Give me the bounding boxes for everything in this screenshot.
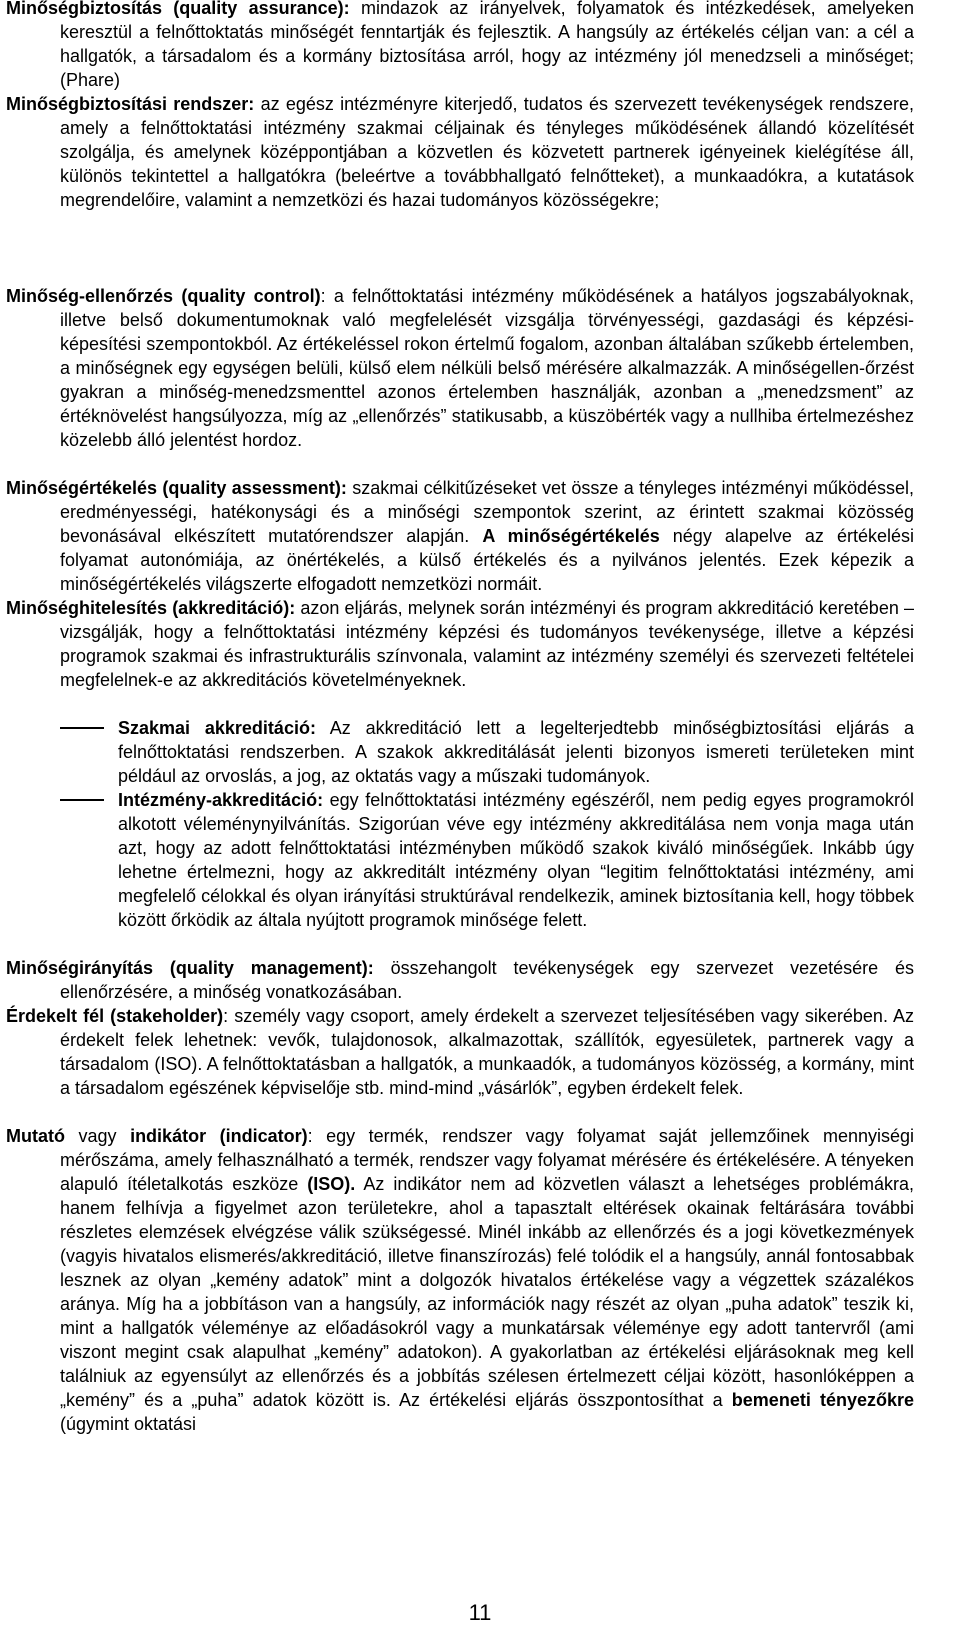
definition-text: az egész intézményre kiterjedő, tudatos és szervezett tevékenységek rendszere, amely a felnőttoktatási intézmény szakmai céljainak és tényleges működésének állandó közelítését szolgálja, és amelynek középpontjában a közvetlen és közvetett partnerek igényeinek kielégítése áll, különös tekintettel a hallgatókra (beleértve a továbbhallgató felnőtteket), a munkaadókra, a kutatások megrendelőire, valamint a nemzetközi és hazai tudományos közösségekre; [60,94,914,210]
term: bemeneti tényezőkre [731,1390,914,1410]
term: Minőség-ellenőrzés (quality control) [6,286,321,306]
definition-text: összehangolt tevékenységek egy szervezet vezetésére és ellenőrzésére, a minőség vonatkozásában. [60,958,914,1002]
definition-quality-assessment [6,476,914,596]
definition-text: négy alapelve az értékelési folyamat autonómiája, az önértékelés, a külső értékelés és a nyilvános jelentés. Ezek képezik a minőségértékelés világszerte elfogadott nemzetközi normáit. [60,526,914,594]
definition-text: : egy termék, rendszer vagy folyamat saját jellemzőinek mennyiségi mérőszáma, amely felhasználható a termék, rendszer vagy folyamat mérésére és értékelésére. A tényeken alapuló ítéletalkotás eszköze [60,1126,914,1194]
definition-text: mindazok az irányelvek, folyamatok és intézkedések, amelyeken keresztül a felnőttoktatás minőségét fenntartják és fejlesztik. A hangsúly az értékelés céljan van: a cél a hallgatók, a társadalom és a kormány biztosítása arról, hogy az intézmény jól menedzseli a minőséget; (Phare) [60,0,914,90]
definition-text: : a felnőttoktatási intézmény működésének a hatályos jogszabályoknak, illetve belső dokumentumoknak való megfelelését vizsgálja törvényességi, gazdasági és képzési-képesítési szempontokból. Az értékeléssel rokon értelmű fogalom, azonban általában szűkebb értelemben, a minőségnek egy egységen belüli, külső elem nélküli belső mérésére alkalmazzák. A minőségellen-őrzést gyakran a minőség-menedzsmenttel azonos értelemben használják, azonban a „menedzsment” az értéknövelést hangsúlyozza, míg az „ellenőrzés” statikusabb, a küszöbérték vagy a nullhiba értelmezéshez közelebb álló jelentést hordoz. [60,286,914,450]
term: Minőségbiztosítási rendszer: [6,94,255,114]
bullet-program-accreditation [60,716,914,788]
definition-text: (úgymint oktatási [60,1414,197,1434]
definition-text: vagy [64,1126,131,1146]
term: indikátor (indicator) [130,1126,308,1146]
term: Intézmény-akkreditáció: [118,790,324,810]
term: A minőségértékelés [482,526,660,546]
definition-quality-control [6,284,914,452]
definition-quality-system [6,92,914,212]
definition-indicator [6,1124,914,1436]
bullet-text: Az akkreditáció lett a legelterjedtebb minőségbiztosítási eljárás a felnőttoktatási rendszerben. A szakok akkreditálását jelenti bizonyos ismereti területeken mint például az orvoslás, a jog, az oktatás vagy a műszaki tudományok. [118,718,914,786]
term: Mutató [6,1126,65,1146]
definition-quality-assurance [6,0,914,92]
term: Szakmai akkreditáció: [118,718,316,738]
term: Minőségbiztosítás (quality assurance): [6,0,350,18]
term: (ISO). [307,1174,356,1194]
bullet-institution-accreditation [60,788,914,932]
definition-text: azon eljárás, melynek során intézményi és program akkreditáció keretében – vizsgálják, hogy a felnőttoktatási intézmény képzési és tudományos tevékenysége, illetve a képzési programok szakmai és infrastrukturális színvonala, valamint az intézmény személyi és szervezeti feltételei megfelelnek-e az akkreditációs követelményeknek. [60,598,914,690]
definition-text: : személy vagy csoport, amely érdekelt a szervezet teljesítésében vagy sikerében. Az érdekelt felek lehetnek: vevők, tulajdonosok, alkalmazottak, szállítók, egyesületek, partnerek vagy a társadalom (ISO). A felnőttoktatásban a hallgatók, a munkaadók, a tudományos közösség, a kormány, mint a társadalom egészének képviselője stb. mind-mind „vásárlók”, egyben érdekelt felek. [60,1006,914,1098]
definition-text: Az indikátor nem ad közvetlen választ a lehetséges problémákra, hanem felhívja a figyelmet azon területekre, ahol a tapasztalt eltérések okainak feltárására további részletes elemzések elvégzése válik szükségessé. Minél inkább az ellenőrzés és a jogi következmények (vagyis hivatalos elismerés/akkreditáció, illetve finanszírozás) felé tolódik el a hangsúly, annál fontosabbak lesznek az olyan „kemény adatok” mint a dolgozók hivatalos értékelése vagy a végzettek százalékos aránya. Míg ha a jobbításon van a hangsúly, az információk nagy részét az olyan „puha adatok” teszik ki, mint a hallgatók véleménye az előadásokról vagy a munkatársak véleménye egy adott tantervről (ami viszont megint csak alapulhat „kemény” adatokon). A gyakorlatban az értékelési eljárásoknak meg kell találniuk az egyensúlyt az ellenőrzés és a jobbítás szélesen értelmezett céljai között, hasonlóképpen a „kemény” és a „puha” adatok között is. Az értékelési eljárás összpontosíthat a [60,1174,914,1410]
dash-bullet [60,799,104,801]
dash-bullet [60,727,104,729]
term: Minőséghitelesítés (akkreditáció): [6,598,296,618]
term: Érdekelt fél (stakeholder) [6,1006,224,1026]
page-number: 11 [468,1600,492,1625]
bullet-text: egy felnőttoktatási intézmény egészéről, nem pedig egyes programokról alkotott véleménynyilvánítás. Szigorúan véve egy intézmény akkreditálása nem vonja maga után azt, hogy az adott felnőttoktatási intézményben működő szakok kiváló minőségűek. Inkább úgy lehetne értelmezni, hogy az akkreditált intézmény olyan “legitim felnőttoktatási intézmény, ami megfelelő célokkal és olyan irányítási struktúrával rendelkezik, aminek biztosítania kell, hogy többek között őrködik az általa nyújtott programok minősége felett. [118,790,914,930]
definition-accreditation [6,596,914,692]
definition-quality-management [6,956,914,1004]
definition-stakeholder [6,1004,914,1100]
term: Minőségirányítás (quality management): [6,958,374,978]
term: Minőségértékelés (quality assessment): [6,478,347,498]
definition-text: szakmai célkitűzéseket vet össze a tényleges intézményi működéssel, eredményességi, hatékonysági és a minőségi szempontok szerint, az érintett szakmai közösség bevonásával elkészített mutatórendszer alapján. [60,478,914,546]
